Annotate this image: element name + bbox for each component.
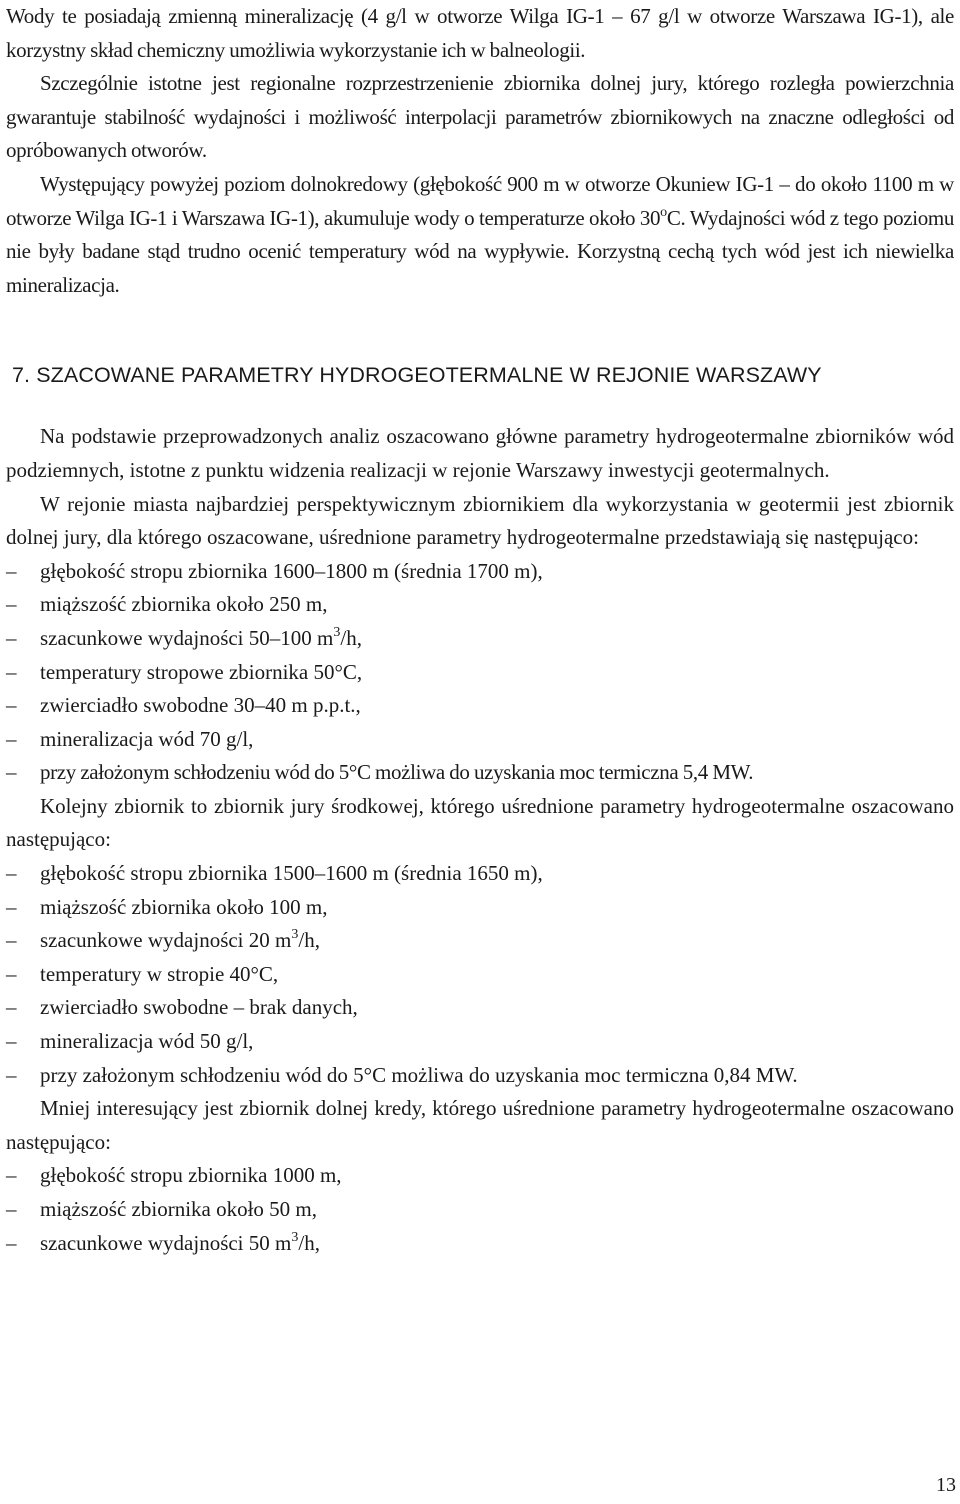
list-item [6,857,954,891]
paragraph-text: C. Wydajności wód z tego poziomu nie były badane stąd trudno ocenić temperatury wód na wypływie. Korzystną cechą tych wód jest ich niewielka mineralizacja. [6,205,954,297]
list-item-text: zwierciadło swobodne 30–40 m p.p.t., [40,693,361,718]
list-dash: – [6,961,17,986]
list-item-text: mineralizacja wód 70 g/l, [40,726,254,751]
list-dash: – [6,760,17,785]
paragraph-lower-cretaceous-level [6,168,954,302]
page-number: 13 [936,1474,956,1496]
list-dash: – [6,1230,17,1255]
list-item [6,1025,954,1059]
list-dash: – [6,894,17,919]
lower-cretaceous-parameters-list [6,1159,954,1260]
list-item [6,555,954,589]
section-heading: 7. SZACOWANE PARAMETRY HYDROGEOTERMALNE W REJONIE WARSZAWY [12,363,822,388]
list-item [6,924,954,958]
list-item-text: szacunkowe wydajności 50–100 m [40,625,334,650]
list-item-text: temperatury w stropie 40°C, [40,961,279,986]
list-dash: – [6,1029,17,1054]
list-item [6,656,954,690]
lower-jurassic-parameters-list [6,555,954,790]
cubic-superscript: 3 [333,624,341,640]
list-item-text: miąższość zbiornika około 50 m, [40,1197,318,1221]
list-dash: – [6,659,17,684]
list-item [6,1193,954,1227]
list-item-text: /h, [298,1230,320,1255]
list-item-text: miąższość zbiornika około 100 m, [40,894,328,919]
list-item-text: głębokość stropu zbiornika 1000 m, [40,1163,342,1188]
paragraph-middle-jurassic-intro: Kolejny zbiornik to zbiornik jury środkowej, którego uśrednione parametry hydrogeotermalne oszacowano następująco: [6,793,954,852]
list-dash: – [6,558,17,583]
list-item [6,891,954,925]
list-item [6,1059,954,1093]
paragraph-lower-jurassic-extent: Szczególnie istotne jest regionalne rozprzestrzenienie zbiornika dolnej jury, którego rozległa powierzchnia gwarantuje stabilność wydajności i możliwość interpolacji parametrów zbiornikowych na znaczne odległości od opróbowanych otworów. [6,71,954,163]
degree-superscript: o [660,204,667,220]
list-item [6,958,954,992]
list-item-text: /h, [298,928,320,953]
paragraph-text: Występujący powyżej poziom dolnokredowy (głębokość 900 m w otworze Okuniew IG-1 – do około 1100 m w otworze Wilga IG-1 i Warszawa IG-1), akumuluje wody o temperaturze około 30 [6,171,954,230]
list-item-text: szacunkowe wydajności 50 m [40,1230,292,1255]
list-dash: – [6,726,17,751]
list-item-text: miąższość zbiornika około 250 m, [40,592,328,617]
list-item-text: zwierciadło swobodne – brak danych, [40,995,358,1020]
list-dash: – [6,928,17,953]
list-item [6,723,954,757]
list-item [6,1227,954,1261]
list-item [6,689,954,723]
paragraph-lower-jurassic-intro: W rejonie miasta najbardziej perspektywicznym zbiornikiem dla wykorzystania w geotermii jest zbiornik dolnej jury, dla którego oszacowane, uśrednione parametry hydrogeotermalne przedstawiają się następująco: [6,491,954,550]
paragraph-mineralization: Wody te posiadają zmienną mineralizację (4 g/l w otworze Wilga IG-1 – 67 g/l w otworze Warszawa IG-1), ale korzystny skład chemiczny umożliwia wykorzystanie ich w balneologii. [6,4,954,62]
paragraph-lower-cretaceous-intro: Mniej interesujący jest zbiornik dolnej kredy, którego uśrednione parametry hydrogeotermalne oszacowano następująco: [6,1096,954,1154]
list-dash: – [6,592,17,617]
list-item-text: głębokość stropu zbiornika 1600–1800 m (średnia 1700 m), [40,558,543,583]
list-dash: – [6,1163,17,1188]
list-item-text: głębokość stropu zbiornika 1500–1600 m (średnia 1650 m), [40,861,543,886]
list-dash: – [6,1197,17,1221]
list-item-text: /h, [340,625,362,650]
middle-jurassic-parameters-list [6,857,954,1092]
list-dash: – [6,1062,17,1087]
list-dash: – [6,693,17,718]
list-item [6,1159,954,1193]
list-item [6,991,954,1025]
document-page [6,0,954,1260]
list-item-text: szacunkowe wydajności 20 m [40,928,292,953]
list-item [6,756,954,790]
list-dash: – [6,861,17,886]
list-item-text: mineralizacja wód 50 g/l, [40,1029,254,1054]
list-item-text: przy założonym schłodzeniu wód do 5°C możliwa do uzyskania moc termiczna 0,84 MW. [40,1062,798,1087]
list-dash: – [6,625,17,650]
cubic-superscript: 3 [291,927,299,943]
cubic-superscript: 3 [291,1229,299,1245]
list-item-text: temperatury stropowe zbiornika 50°C, [40,659,363,684]
list-item-text: przy założonym schłodzeniu wód do 5°C możliwa do uzyskania moc termiczna 5,4 MW. [40,760,754,785]
list-item [6,588,954,622]
list-dash: – [6,995,17,1020]
list-item [6,622,954,656]
paragraph-section-intro: Na podstawie przeprowadzonych analiz oszacowano główne parametry hydrogeotermalne zbiorników wód podziemnych, istotne z punktu widzenia realizacji w rejonie Warszawy inwestycji geotermalnych. [6,424,954,482]
